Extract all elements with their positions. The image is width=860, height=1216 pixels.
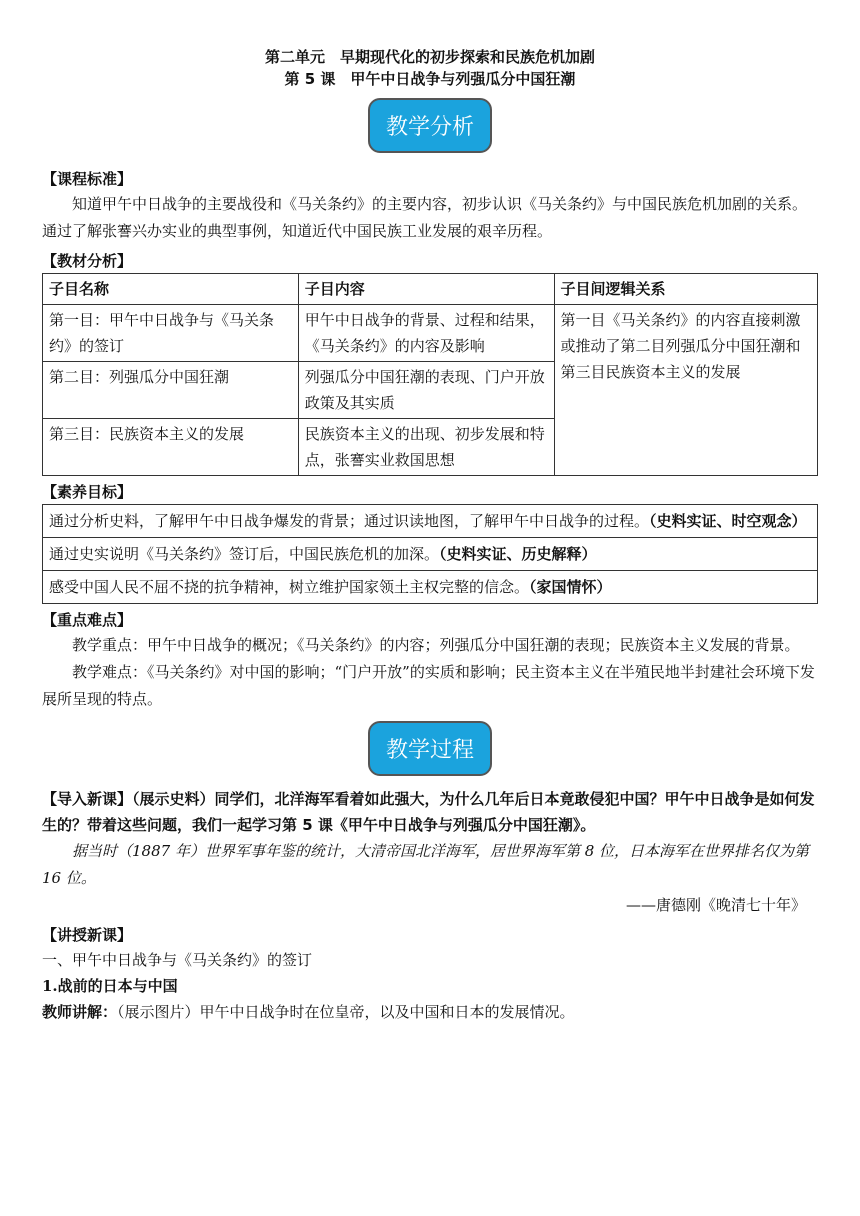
- quote-source: ——唐德刚《晚清七十年》: [625, 896, 806, 914]
- intro-text: 同学们，北洋海军看着如此强大，为什么几年后日本竟敢侵犯中国？甲午中日战争是如何发生的？带着这些问题，我们一起学习第 5 课《甲午中日战争与列强瓜分中国狂潮》。: [42, 790, 815, 834]
- subitem-name: 第三目：民族资本主义的发展: [43, 419, 299, 476]
- teacher-explanation: [42, 999, 818, 1025]
- section-title: 一、甲午中日战争与《马关条约》的签订: [42, 951, 313, 969]
- intro-show-label: （展示史料）: [132, 790, 215, 808]
- goal-tag: （家国情怀）: [529, 578, 612, 596]
- subitem-logic: 第一目《马关条约》的内容直接刺激或推动了第二目列强瓜分中国狂潮和第三目民族资本主义的发展: [554, 305, 818, 476]
- document-page: [42, 46, 818, 1025]
- goal-text: 通过分析史料，了解甲午中日战争爆发的背景；通过识读地图，了解甲午中日战争的过程。: [49, 512, 650, 530]
- intro-label: 【导入新课】: [42, 790, 133, 808]
- teaching-difficulty: 教学难点：《马关条约》对中国的影响；“门户开放”的实质和影响；民主资本主义在半殖民地半封建社会环境下发展所呈现的特点。: [42, 663, 815, 708]
- table-row: [43, 505, 818, 538]
- intro-paragraph: [42, 786, 818, 838]
- column-header: 子目内容: [298, 274, 554, 305]
- subitem-name: 第二目：列强瓜分中国狂潮: [43, 362, 299, 419]
- column-header: 子目名称: [43, 274, 299, 305]
- subitem-content: 甲午中日战争的背景、过程和结果，《马关条约》的内容及影响: [298, 305, 554, 362]
- subitem-name: 第一目：甲午中日战争与《马关条约》的签订: [43, 305, 299, 362]
- teacher-show-label: （展示图片）: [117, 1003, 200, 1021]
- intro-quote: 据当时（1887 年）世界军事年鉴的统计，大清帝国北洋海军，居世界海军第 8 位，日本海军在世界排名仅为第 16 位。: [42, 842, 810, 887]
- materials-heading: 【教材分析】: [42, 252, 133, 270]
- goal-tag: （史料实证、历史解释）: [439, 545, 597, 563]
- subitem-content: 列强瓜分中国狂潮的表现、门户开放政策及其实质: [298, 362, 554, 419]
- literacy-heading: 【素养目标】: [42, 483, 133, 501]
- table-row: [43, 571, 818, 604]
- lesson-title: 第 5 课 甲午中日战争与列强瓜分中国狂潮: [284, 70, 576, 88]
- banner-teaching-analysis: 教学分析: [368, 98, 492, 153]
- materials-table: [42, 273, 818, 476]
- unit-title: 第二单元 早期现代化的初步探索和民族危机加剧: [264, 48, 595, 66]
- teacher-label: 教师讲解：: [42, 1003, 118, 1021]
- table-row: [43, 538, 818, 571]
- curriculum-heading: 【课程标准】: [42, 170, 133, 188]
- column-header: 子目间逻辑关系: [554, 274, 818, 305]
- teacher-text: 甲午中日战争时在位皇帝，以及中国和日本的发展情况。: [199, 1003, 575, 1021]
- goal-tag: （史料实证、时空观念）: [649, 512, 807, 530]
- subsection-title: 1.战前的日本与中国: [42, 977, 178, 995]
- goal-text: 通过史实说明《马关条约》签订后，中国民族危机的加深。: [49, 545, 440, 563]
- goal-text: 感受中国人民不屈不挠的抗争精神，树立维护国家领土主权完整的信念。: [49, 578, 530, 596]
- subitem-content: 民族资本主义的出现、初步发展和特点，张謇实业救国思想: [298, 419, 554, 476]
- curriculum-text: 知道甲午中日战争的主要战役和《马关条约》的主要内容，初步认识《马关条约》与中国民族危机加剧的关系。通过了解张謇兴办实业的典型事例，知道近代中国民族工业发展的艰辛历程。: [42, 195, 808, 240]
- keypoints-heading: 【重点难点】: [42, 611, 133, 629]
- literacy-table: [42, 504, 818, 604]
- banner-teaching-process: 教学过程: [368, 721, 492, 776]
- teaching-focus: 教学重点：甲午中日战争的概况；《马关条约》的内容；列强瓜分中国狂潮的表现；民族资本主义发展的背景。: [72, 636, 800, 654]
- table-row: [43, 305, 818, 362]
- lecture-heading: 【讲授新课】: [42, 926, 133, 944]
